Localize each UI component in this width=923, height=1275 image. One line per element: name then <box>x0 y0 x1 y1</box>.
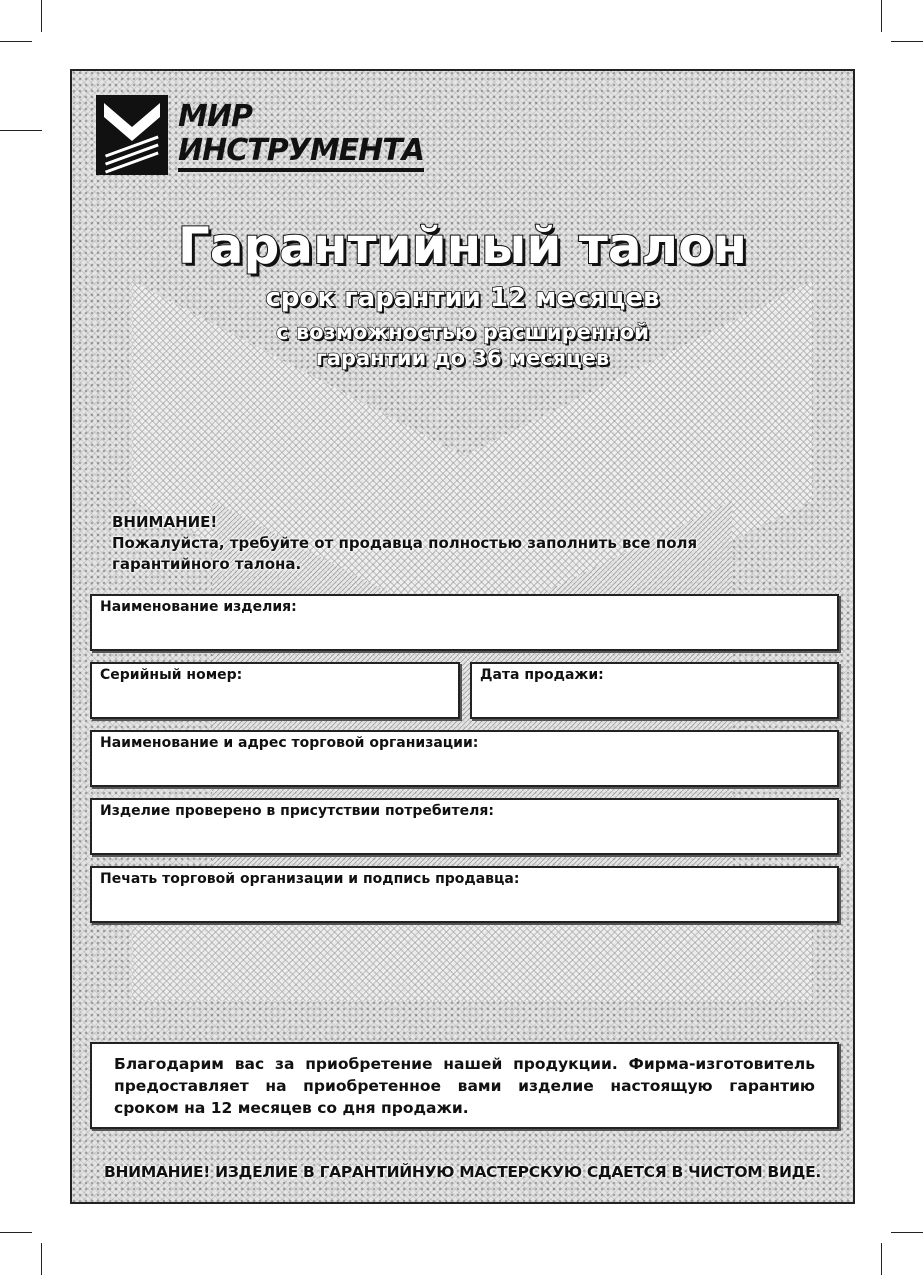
sale-date-field[interactable] <box>470 662 839 719</box>
thanks-message: Благодарим вас за приобретение нашей продукции. Фирма-изготовитель предоставляет на приобретенное вами изделие настоящую гарантию сроком на 12 месяцев со дня продажи. <box>90 1042 839 1129</box>
crop-mark <box>41 0 42 32</box>
crop-mark <box>881 1243 882 1275</box>
brand-logo <box>96 95 456 179</box>
serial-number-field[interactable] <box>90 662 460 719</box>
brand-logo-icon <box>96 95 168 175</box>
brand-logo-line2: ИНСТРУМЕНТА <box>178 133 424 172</box>
stamp-signature-field[interactable] <box>90 866 839 923</box>
crop-mark <box>0 1232 32 1233</box>
checked-in-presence-label: Изделие проверено в присутствии потребителя: <box>100 803 494 819</box>
extended-warranty-line1: с возможностью расширенной <box>276 320 649 344</box>
page-title: Гарантийный талон <box>177 217 748 275</box>
attention-line2: гарантийного талона. <box>112 555 302 573</box>
crop-mark <box>891 41 923 42</box>
product-name-field[interactable] <box>90 594 839 651</box>
extended-warranty-line2: гарантии до 36 месяцев <box>315 346 610 370</box>
extended-warranty-note <box>72 319 853 371</box>
crop-mark <box>881 0 882 32</box>
crop-mark <box>891 1232 923 1233</box>
store-name-address-label: Наименование и адрес торговой организации: <box>100 735 479 751</box>
serial-number-label: Серийный номер: <box>100 667 243 683</box>
attention-notice <box>112 512 697 575</box>
attention-line1: Пожалуйста, требуйте от продавца полностью заполнить все поля <box>112 534 698 552</box>
warranty-period: срок гарантии 12 месяцев <box>265 283 660 313</box>
stamp-signature-label: Печать торговой организации и подпись продавца: <box>100 871 520 887</box>
store-name-address-field[interactable] <box>90 730 839 787</box>
checked-in-presence-field[interactable] <box>90 798 839 855</box>
sale-date-label: Дата продажи: <box>480 667 604 683</box>
crop-mark <box>41 1243 42 1275</box>
footer-notice: ВНИМАНИЕ! ИЗДЕЛИЕ В ГАРАНТИЙНУЮ МАСТЕРСКУЮ СДАЕТСЯ В ЧИСТОМ ВИДЕ. <box>104 1163 821 1181</box>
brand-logo-line1: МИР <box>178 99 252 134</box>
product-name-label: Наименование изделия: <box>100 599 297 615</box>
warranty-card <box>70 69 855 1204</box>
crop-mark <box>0 130 42 131</box>
crop-mark <box>0 41 32 42</box>
attention-heading: ВНИМАНИЕ! <box>112 513 218 531</box>
